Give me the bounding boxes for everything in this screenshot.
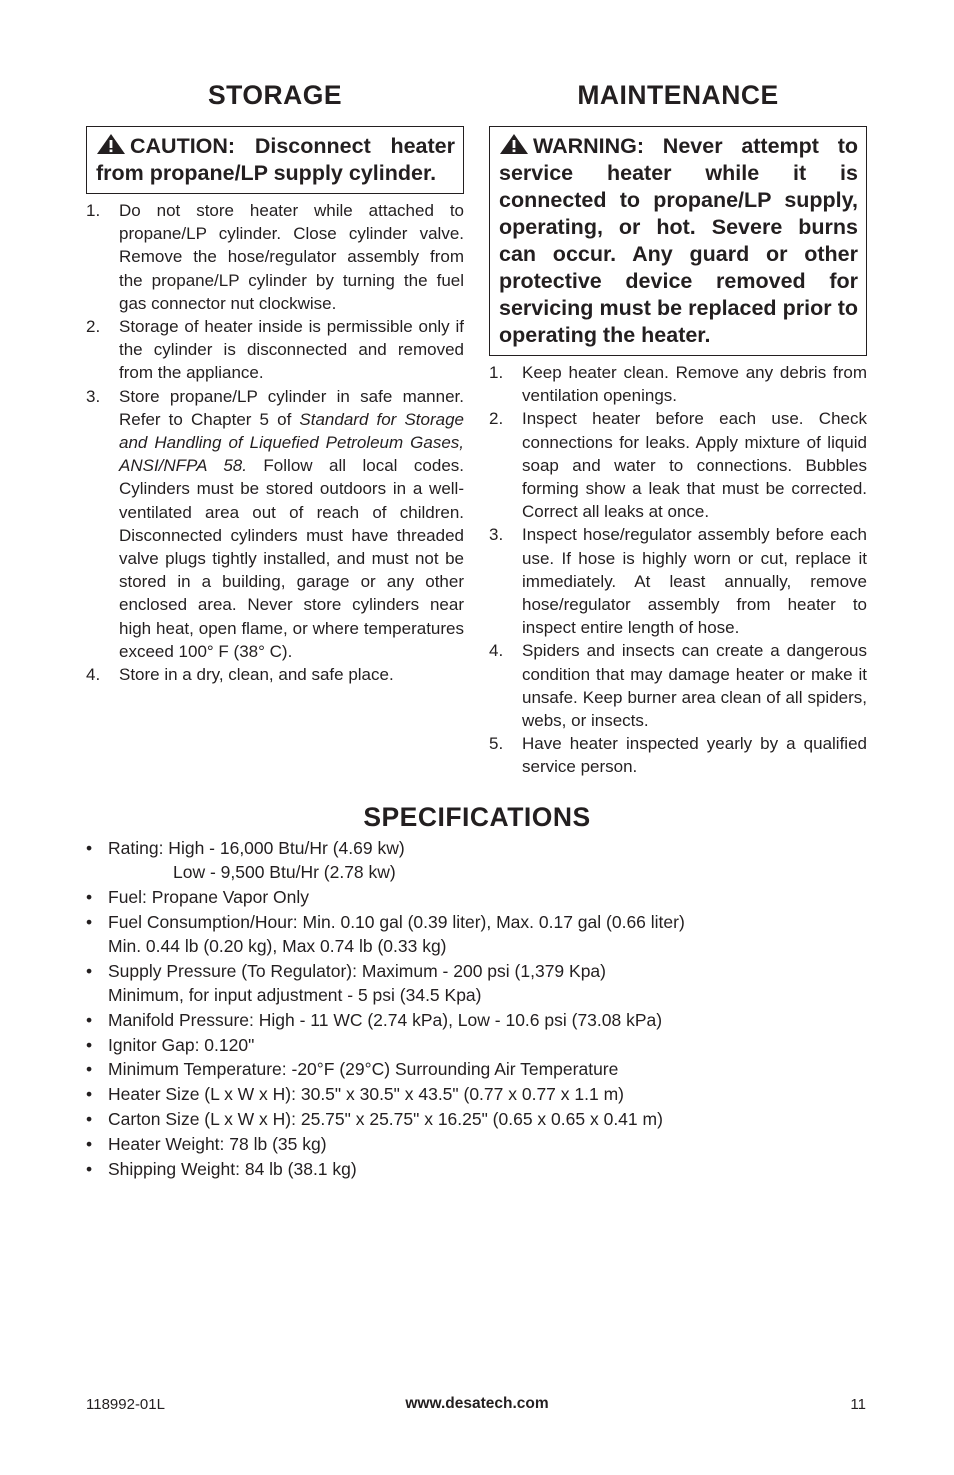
spec-line: Fuel Consumption/Hour: Min. 0.10 gal (0.39 liter), Max. 0.17 gal (0.66 liter) bbox=[108, 911, 685, 932]
item-text: Spiders and insects can create a dangerous condition that may damage heater or make it unsafe. Keep burner area clean of all spiders, webs, or insects. bbox=[522, 641, 867, 731]
warning-text: WARNING: Never attempt to service heater while it is connected to propane/LP supply, operating, or hot. Severe burns can occur. Any guard or other protective device removed for servicing must be replaced prior to operating the heater. bbox=[499, 134, 858, 347]
list-item bbox=[489, 732, 867, 778]
bullet: • bbox=[86, 1084, 93, 1105]
spec-min-temperature bbox=[86, 1057, 868, 1081]
bullet: • bbox=[86, 1158, 93, 1179]
spec-line: Fuel: Propane Vapor Only bbox=[108, 887, 310, 907]
storage-list bbox=[86, 199, 464, 686]
spec-shipping-weight bbox=[86, 1157, 868, 1181]
spec-line: Supply Pressure (To Regulator): Maximum - 200 psi (1,379 Kpa) bbox=[108, 960, 606, 981]
specifications-list bbox=[86, 836, 868, 1181]
item-text: Inspect hose/regulator assembly before each use. If hose is highly worn or cut, replace it immediately. At least annually, remove hose/regulator assembly from heater to inspect entire length of hose. bbox=[522, 525, 867, 638]
item-number: 2. bbox=[489, 409, 504, 429]
warning-box bbox=[489, 126, 867, 356]
item-text: Store propane/LP cylinder in safe manner. Refer to Chapter 5 of bbox=[119, 386, 464, 429]
warning-triangle-icon bbox=[499, 133, 529, 155]
bullet: • bbox=[86, 838, 93, 858]
item-number: 1. bbox=[86, 201, 101, 220]
item-text: Follow all local codes. Cylinders must be stored outdoors in a well-ventilated area out of reach of children. Disconnected cylinders must have threaded valve plugs tightly installed, and must not be stored in a building, garage or any other enclosed area. Never store cylinders near high heat, open flame, or where temperatures exceed 100° F (38° C). bbox=[119, 456, 465, 661]
spec-line: Heater Weight: 78 lb (35 kg) bbox=[108, 1133, 327, 1154]
list-item bbox=[86, 385, 464, 663]
spec-line: Carton Size (L x W x H): 25.75" x 25.75" x 16.25" (0.65 x 0.65 x 0.41 m) bbox=[108, 1108, 663, 1129]
list-item bbox=[86, 199, 464, 315]
specifications-title: SPECIFICATIONS bbox=[363, 802, 591, 832]
storage-section bbox=[86, 78, 464, 686]
item-number: 4. bbox=[86, 665, 101, 685]
list-item bbox=[489, 407, 867, 523]
spec-line: Heater Size (L x W x H): 30.5" x 30.5" x 43.5" (0.77 x 0.77 x 1.1 m) bbox=[108, 1084, 624, 1105]
item-text: Have heater inspected yearly by a qualified service person. bbox=[522, 734, 867, 777]
spec-line: Manifold Pressure: High - 11 WC (2.74 kPa), Low - 10.6 psi (73.08 kPa) bbox=[108, 1009, 663, 1030]
spec-manifold-pressure bbox=[86, 1008, 868, 1032]
list-item bbox=[86, 315, 464, 385]
maintenance-title: MAINTENANCE bbox=[577, 80, 779, 110]
spec-line: Low - 9,500 Btu/Hr (2.78 kw) bbox=[173, 862, 396, 883]
item-number: 1. bbox=[489, 363, 504, 382]
item-number: 3. bbox=[86, 386, 101, 406]
spec-line: Min. 0.44 lb (0.20 kg), Max 0.74 lb (0.33 kg) bbox=[108, 936, 447, 956]
maintenance-list bbox=[489, 361, 867, 779]
page-number: 11 bbox=[850, 1396, 866, 1413]
spec-supply-pressure bbox=[86, 959, 868, 1007]
bullet: • bbox=[86, 1108, 93, 1129]
bullet: • bbox=[86, 1034, 93, 1055]
item-text: Storage of heater inside is permissible only if the cylinder is disconnected and removed from the appliance. bbox=[119, 317, 464, 383]
bullet: • bbox=[86, 1133, 93, 1154]
item-number: 4. bbox=[489, 641, 504, 661]
spec-carton-size bbox=[86, 1107, 868, 1131]
spec-line: Ignitor Gap: 0.120" bbox=[108, 1034, 255, 1055]
spec-line: Shipping Weight: 84 lb (38.1 kg) bbox=[108, 1158, 357, 1179]
item-text: Inspect heater before each use. Check connections for leaks. Apply mixture of liquid soap and water to connections. Bubbles forming show a leak that must be corrected. Correct all leaks at once. bbox=[522, 409, 867, 522]
part-number: 118992-01L bbox=[86, 1396, 165, 1413]
standard-reference: Standard for Storage and Handling of Liquefied Petroleum Gases, ANSI/NFPA 58. bbox=[119, 409, 464, 476]
spec-ignitor-gap bbox=[86, 1033, 868, 1057]
caution-text: CAUTION: Disconnect heater from propane/LP supply cylinder. bbox=[96, 134, 455, 185]
list-item bbox=[86, 663, 464, 686]
item-text: Store in a dry, clean, and safe place. bbox=[119, 665, 394, 685]
spec-line: Minimum Temperature: -20°F (29°C) Surrounding Air Temperature bbox=[108, 1059, 619, 1080]
spec-heater-size bbox=[86, 1082, 868, 1106]
list-item bbox=[489, 639, 867, 732]
item-text: Do not store heater while attached to propane/LP cylinder. Close cylinder valve. Remove the hose/regulator assembly from the propane/LP cylinder by turning the fuel gas connector nut clockwise. bbox=[119, 201, 464, 313]
item-number: 5. bbox=[489, 734, 504, 754]
bullet: • bbox=[86, 887, 93, 907]
caution-box bbox=[86, 126, 464, 194]
maintenance-section bbox=[489, 78, 867, 779]
bullet: • bbox=[86, 911, 93, 932]
item-text: Keep heater clean. Remove any debris from ventilation openings. bbox=[522, 363, 867, 406]
spec-fuel bbox=[86, 885, 868, 909]
item-number: 2. bbox=[86, 317, 101, 337]
spec-line: Rating: High - 16,000 Btu/Hr (4.69 kw) bbox=[108, 838, 405, 858]
bullet: • bbox=[86, 1009, 93, 1030]
bullet: • bbox=[86, 1059, 93, 1080]
spec-rating bbox=[86, 836, 868, 884]
storage-title: STORAGE bbox=[207, 80, 343, 110]
list-item bbox=[489, 361, 867, 407]
spec-heater-weight bbox=[86, 1132, 868, 1156]
website-link: www.desatech.com bbox=[405, 1395, 549, 1412]
warning-triangle-icon bbox=[96, 133, 126, 155]
specifications-section bbox=[86, 800, 868, 1181]
list-item bbox=[489, 523, 867, 639]
spec-consumption bbox=[86, 910, 868, 958]
item-number: 3. bbox=[489, 525, 504, 545]
bullet: • bbox=[86, 960, 93, 981]
spec-line: Minimum, for input adjustment - 5 psi (34.5 Kpa) bbox=[108, 985, 482, 1005]
